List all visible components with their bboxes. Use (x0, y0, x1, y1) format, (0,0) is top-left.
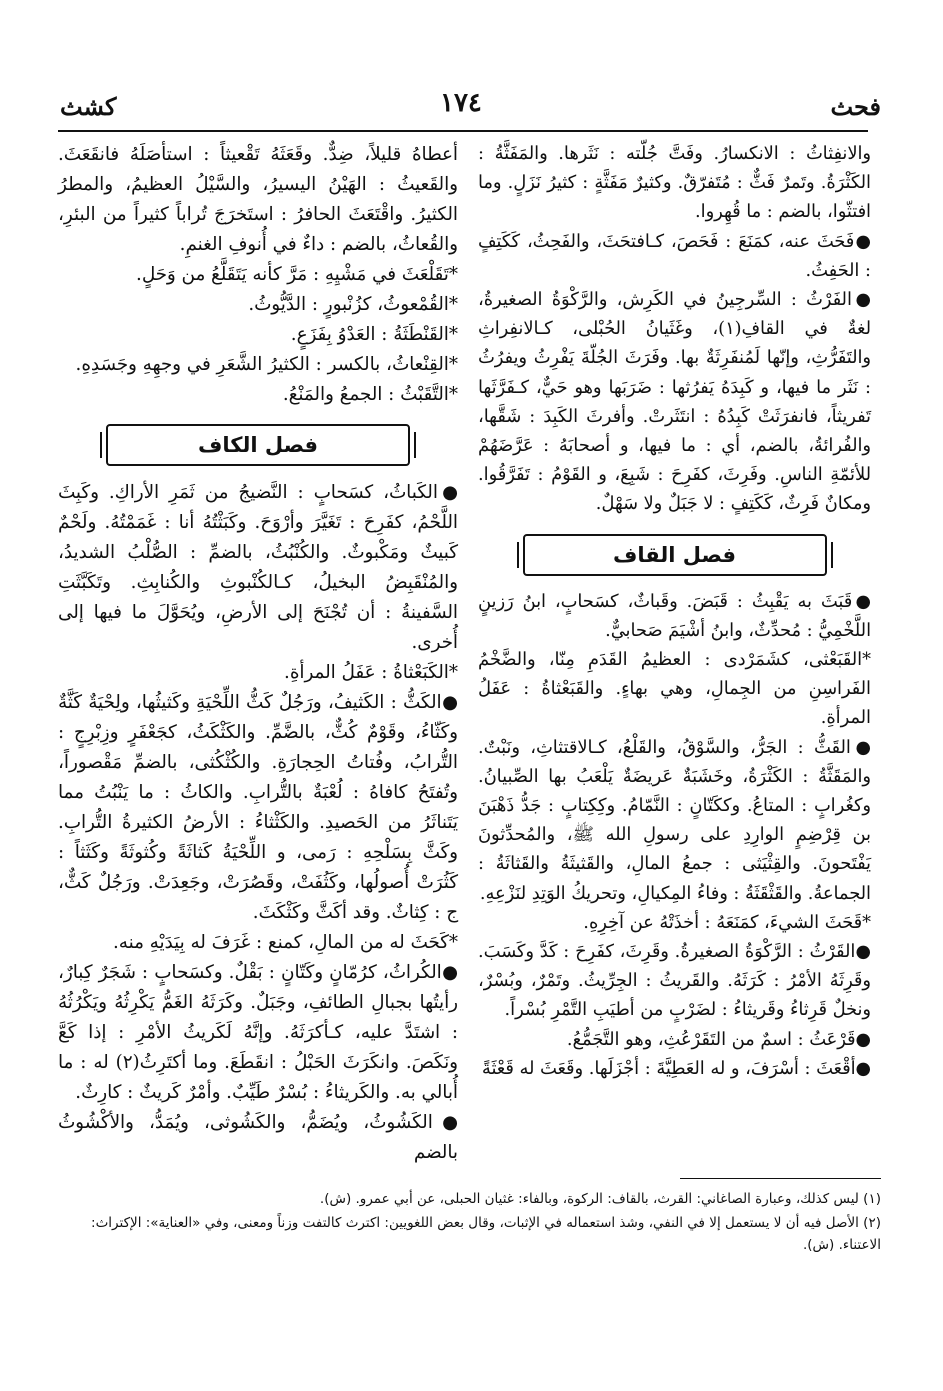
entry-paragraph: ●القَثُّ : الجَرُّ، والسَّوْقُ، والقَلْعُ، كـالاقتثاثِ، ونَبْتٌ. والمَقَثَّةُ : الكَثْرَةُ، وخَشَبَةٌ عَريضَةٌ يَلْعَبُ بها الصِّبيانُ. وكغُرابٍ : المتاعُ. وككَتّانٍ : النَّمّامُ. وكِكِتابٍ : جَدُّ ذَهْبَنَ بن قِرْضِمٍ الوارِدِ على رسولِ الله ﷺ، والمُحدِّثونَ يَفْتَحونَ. والقِثْيَثى : جمعُ المالِ، والقَثيثَةُ والقَثاثَةُ : الجماعةُ. والقَثْقَثَةُ : وفاءُ المِكيالِ، وتحريكُ الوَتِدِ لنَزْعِهِ. (478, 737, 871, 904)
entry-paragraph: أعطاهُ قليلاً، ضِدٌّ. وقَعَثَهُ تَقْعيثاً : استأصَلَهُ فانقَعَثَ. والقَعيثُ : الهَيْنُ اليسيرُ، والسَّيْلُ العظيمُ، والمطرُ الكثيرُ. واقْتَعَثَ الحافرُ : استَخرَجَ تُراباً كثيراً من البئرِ، والقُعاثُ، بالضم : داءٌ في أُنوفِ الغنمِ. (58, 144, 458, 255)
entry-paragraph: والانفِثاثُ : الانكسارُ. وفَتَّ جُلّته : نَثَرها. والمَفَثَّةُ : الكَثْرَةُ. وتَمرٌ فَثٌّ : مُتَفرّقٌ. وكثيرٌ مَفَثَّةٍ : كثيرُ نَزَلٍ. وما افتثّوا، بالضم : ما قُهِروا. (478, 144, 871, 223)
entry-paragraph: ●الكَثُّ : الكَثيفُ، ورَجُلٌ كَثُّ اللِّحْيَةِ وكَثيثُها، ولِحْيَةٌ كَثَّةٌ وكَثّاءُ، وقَوْمٌ كُثٌّ، بالضَّمِّ. والكَثْكَثُ، كجَعْفَرٍ وزِبْرِجٍ : التُّرابُ، وفُتاتُ الحِجارَةِ. والكُثْكُثى، بالضمِّ مَقْصوراً، وتُفتَحُ كافاهُ : لُعْبَةٌ بالتُّرابِ. والكاثُ : ما يَنْبُتُ مما يَتَناثَرُ من الحَصيدِ. والكَثْثاءُ : الأرضُ الكثيرةُ التُّرابِ. وكَثَّ بِسَلْحِهِ : رَمى، و اللِّحْيَةُ كَثاثَةً وكُثوثَةً وكَثَثاً : كَثُرَتْ أُصولُها، وكَثُفَتْ، وقَصُرَتْ، وجَعِدَتْ. ورَجُلٌ كَثٌّ، ج : كِثاثٌ. وقد أكَثَّ وكَثْكَثَ. (58, 692, 458, 923)
header-rule (58, 130, 868, 132)
footnote-2: (٢) الأصل فيه أن لا يستعمل إلا في النفي، وشذ استعماله في الإثبات، وقال بعض اللغويين: اكترث كالتفت وزناً ومعنى، وفي «العناية»: الإكتراث: الاعتناء. (ش). (91, 1215, 881, 1253)
section-heading-qaf: فصل القاف (523, 534, 827, 576)
running-head-right: فحث (830, 92, 881, 121)
entry-paragraph: ●القَرْثُ : الرَّكْوَةُ الصغيرةُ. وقَرِثَ، كفَرِحَ : كَدَّ وكَسَبَ. وقَرِثَهُ الأمْرُ : كَرَثَهُ. والقَريثُ : الجِرِّيثُ. وتَمْرٌ، وبُسْرٌ، ونخلٌ قَرِثاءُ وقَريثاءُ : لضَرْبٍ من أطيَبِ التَّمْرِ بُسْراً. (478, 942, 871, 1021)
entry-paragraph: *التَّقَبْثُ : الجمعُ والمَنْعُ. (282, 384, 458, 405)
entry-paragraph: ●أقْعَثَ : أسْرَفَ، و له العَطِيَّةَ : أجْزَلَها. وقَعَثَ له قَعْثَةً (481, 1058, 871, 1079)
page-number: ١٧٤ (440, 88, 482, 118)
entry-paragraph: *القَبَعْثى، كشَمَرْدى : العظيمُ القَدَمِ مِنّا، والضَّخْمُ الفَراسِنِ من الجِمالِ، وهي بهاءٍ. والقَبَعْثاةُ : عَفَلُ المرأةِ. (478, 650, 871, 729)
left-column (58, 140, 458, 1168)
entry-paragraph: *القِنْعاثُ، بالكسر : الكثيرُ الشَّعَرِ في وجهِهِ وجَسَدِهِ. (75, 354, 458, 375)
footnote-rule (680, 1178, 881, 1179)
footnote-1: (١) ليس كذلك، وعبارة الصاغاني: القرث، بالقاف: الركوة، وبالفاء: غثيان الحبلى، عن أبي عمرو. (ش). (319, 1191, 881, 1207)
entry-paragraph: ●الكَباثُ، كسَحابٍ : النَّضيجُ من ثَمَرِ الأراكِ. وكَبِثَ اللَّحْمُ، كفَرِحَ : تَغَيَّرَ وأرْوَحَ. وكَبَثْتُهُ أنا : غَمَمْتُهُ. ولَحْمٌ كَبيثٌ ومَكْبوثٌ. والكُنْبُثُ، بالضمِّ : الصُّلْبُ الشديدُ، والمُنْقَبِضُ البخيلُ، كـالكُنْبوثِ والكُنابِثِ. وتَكَبَّثَتِ السَّفينةُ : أن تُجْنَحَ إلى الأرضِ، ويُحَوَّلَ ما فيها إلى أُخرى. (58, 482, 458, 653)
entry-paragraph: *كَحَثَ له من المالِ، كمنع : غَرَفَ له بِيَدَيْهِ منه. (112, 932, 458, 953)
right-column (478, 140, 871, 1084)
entry-paragraph: ●قَرْعَثُ : اسمٌ من التَقَرْعُثِ، وهو التَّجَمُّعُ. (566, 1029, 871, 1050)
running-head-left: كشث (60, 92, 117, 121)
entry-paragraph: ●الكُراثُ، كرُمّانٍ وكَتّانٍ : بَقْلٌ. وكسَحابٍ : شَجَرٌ كِبارٌ، رأيتُها بجبالِ الطائفِ، وجَبَلٌ. وكَرَثَهُ الغَمُّ يَكْرِثُهُ ويَكْرُثُهُ : اشتَدَّ عليه، كـأكرَثَهُ. وإنَّهُ لَكَريثُ الأمْرِ : إذا كَعَّ ونَكَصَ. وانكَرَثَ الحَبْلُ : انقَطَعَ. وما أكتَرِثُ(٢) له : ما أُبالي به. والكَريثاءُ : بُسْرٌ طَيِّبٌ. وأمْرٌ كَريثٌ : كارِثٌ. (58, 962, 458, 1103)
entry-paragraph: *الكَبَعْثاةُ : عَفَلُ المرأةِ. (284, 662, 458, 683)
section-heading-kaf: فصل الكاف (106, 424, 410, 466)
entry-paragraph: ●الكَشُوثُ، ويُضَمُّ، والكَشُوثى، ويُمَدُّ، والأكْشُوثُ بالضم (58, 1112, 458, 1163)
entry-paragraph: *القُمْعوثُ، كزُنْبورٍ : الدَّيُّوثُ. (248, 294, 458, 315)
entry-paragraph: *قَحَثَ الشيءَ، كمَنَعَهُ : أخذَتْهُ عن آخِرِهِ. (583, 912, 871, 933)
entry-paragraph: ●قَبَثَ به يَقْبِثُ : قَبَضَ. وقَباثٌ، كسَحابٍ، ابنُ رَزينٍ اللَّخْمِيُّ : مُحدِّثٌ، وابنُ أشْيَمَ صَحابيٌّ. (478, 591, 871, 641)
entry-paragraph: ●فَحَثَ عنه، كمَنَعَ : فَحَصَ، كـافتحَثَ، والفَحِثُ، كَكَتِفٍ : الحَفِثُ. (478, 231, 871, 281)
entry-paragraph: ●الفَرْثُ : السِّرجِينُ في الكَرِش، والرَّكْوَةُ الصغيرةُ، لغةٌ في القافِ(١)، وغَثَيانُ الحُبْلى، كـالانفِراثِ والتَفَرُّثِ، وإنّها لَمُنفَرِثَةٌ بها. وفَرَثَ الجُلّةَ يَفْرِثُ ويفرُثُ : نَثَر ما فيها، و كَبِدَهُ يَفرُثها : ضَرَبَها وهو حَيٌّ، كـفَرَّثَها تَفريثاً، فانفرَثَتْ كَبِدُهُ : انتَثَرتْ. وأفرثَ الكَبِدَ : شَقَّها، والفُرائةُ، بالضم، أي : ما فيها، و أصحابَهُ : عَرَّضَهُمْ للأئمّةِ الناسِ. وفَرِثَ، كفَرِحَ : شَبِعَ، و القَوْمُ : تَفَرَّقُوا. ومكانٌ فَرِثٌ، كَكَتِفٍ : لا جَبَلٌ ولا سَهْلٌ. (478, 290, 871, 515)
entry-paragraph: *القَنْطَثَةُ : العَدْوُ بِفَزَعٍ. (290, 324, 458, 345)
entry-paragraph: *تَقَلْعَثَ في مَشْيِهِ : مَرَّ كأنه يَتَقَلَّعُ من وَحَلٍ. (136, 264, 458, 285)
